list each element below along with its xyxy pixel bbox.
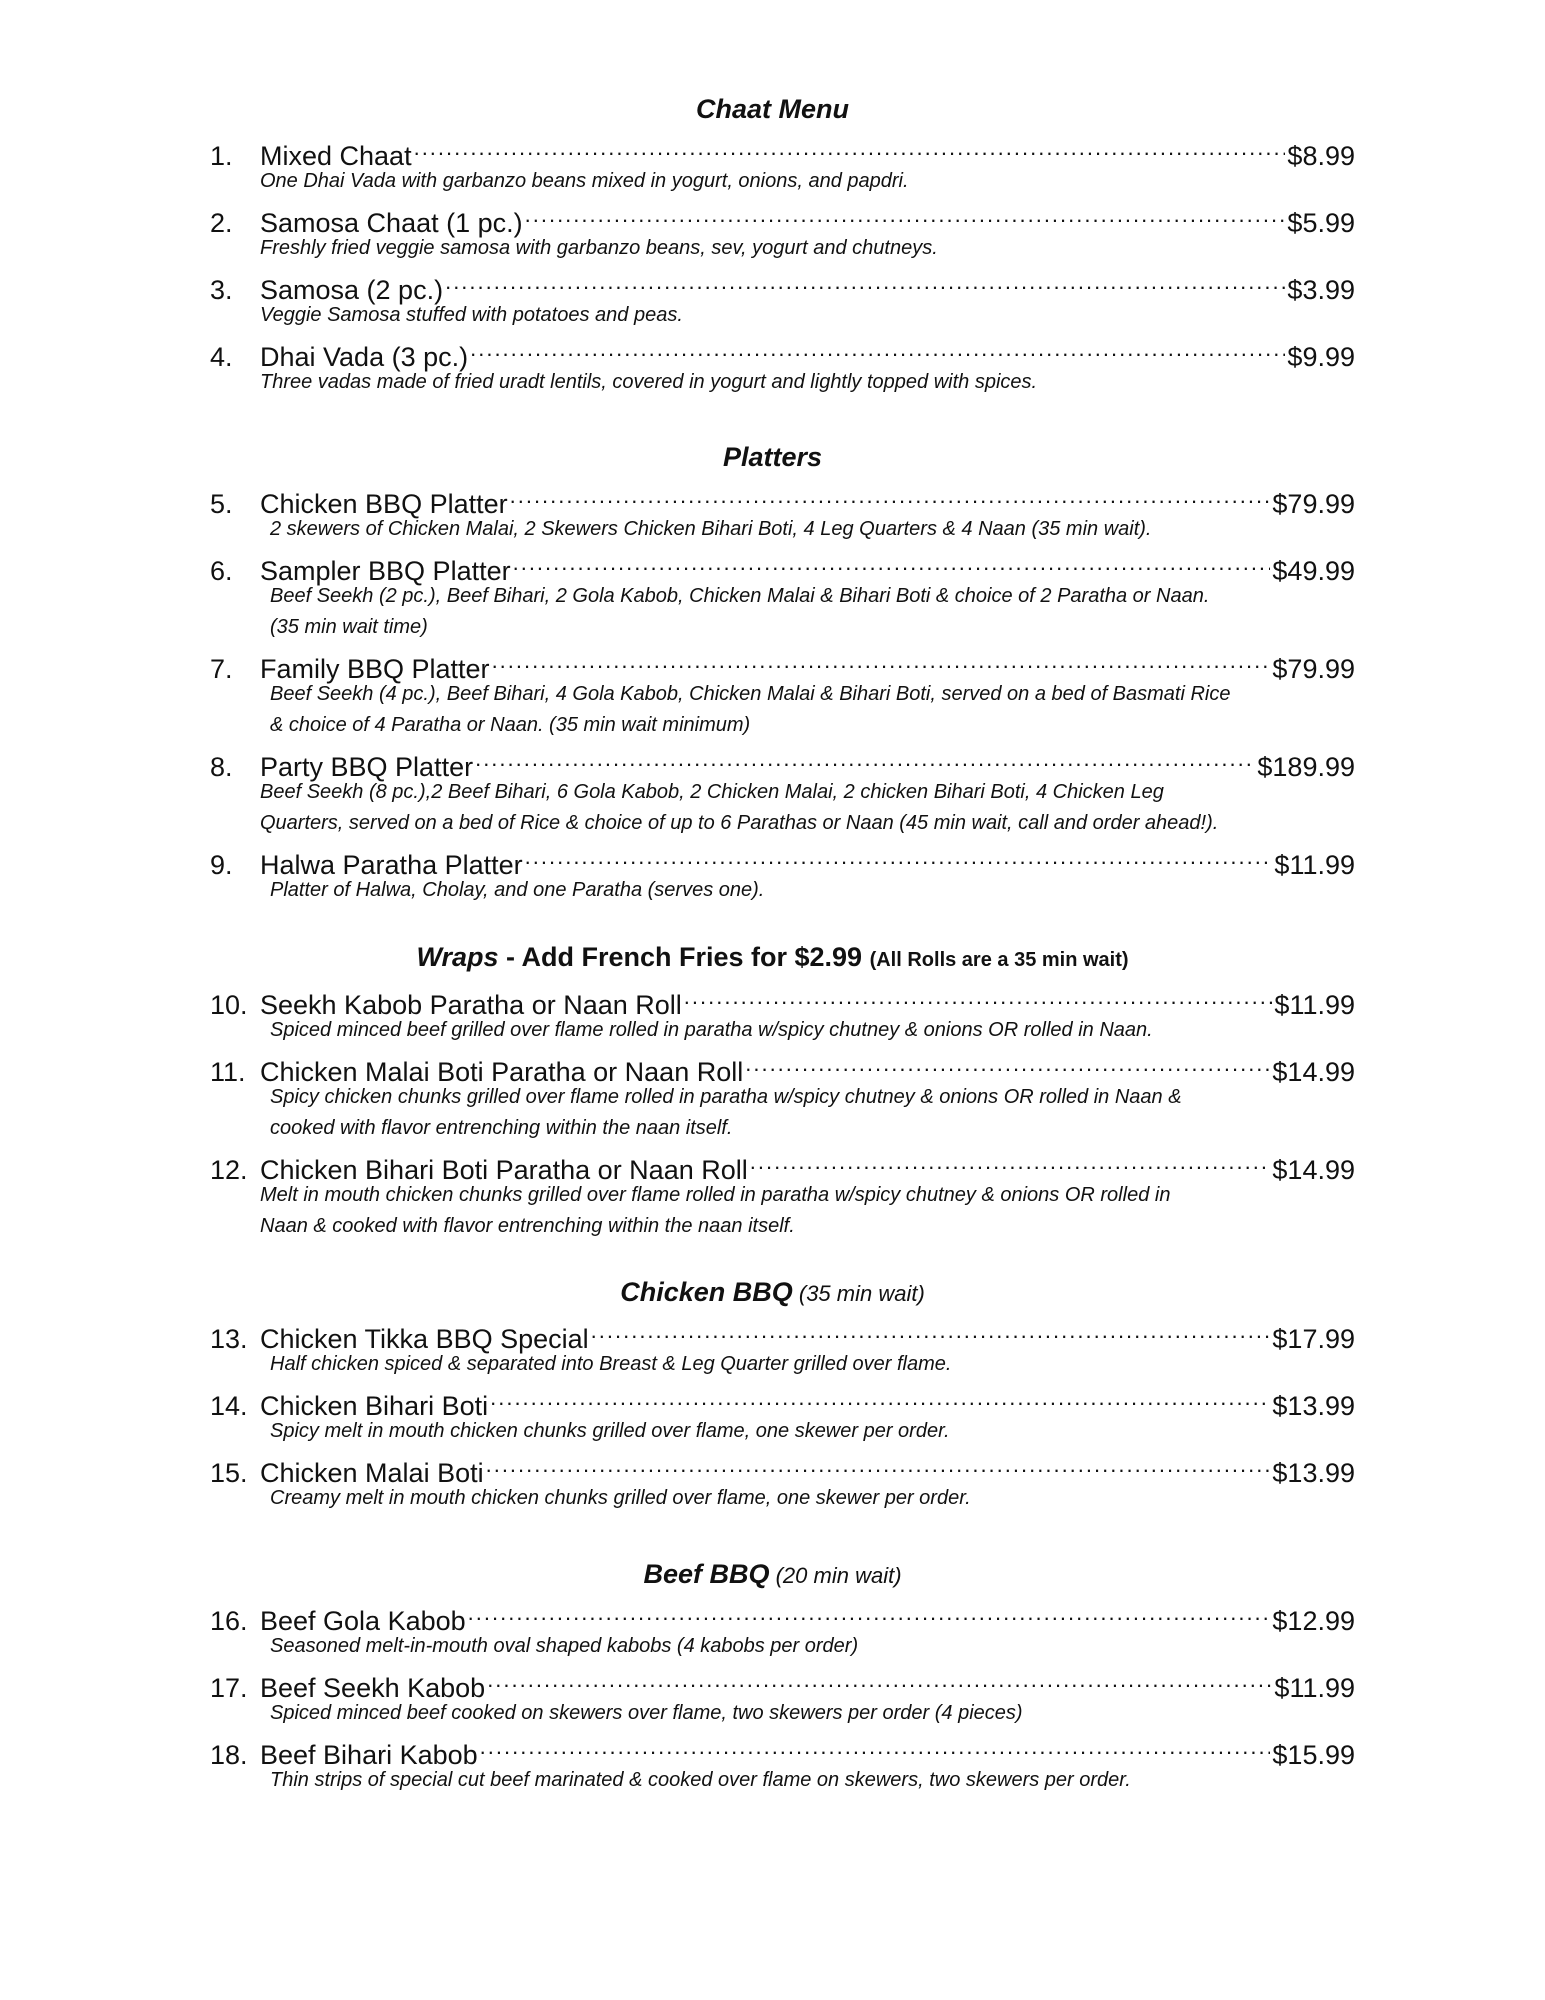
- item-number: 16.: [210, 1606, 248, 1636]
- item-number: 17.: [210, 1673, 248, 1703]
- menu-item: [210, 1314, 1355, 1354]
- item-price: $11.99: [1274, 1673, 1355, 1703]
- item-number: 12.: [210, 1155, 248, 1185]
- section-title-beef-bbq: [0, 1557, 1545, 1593]
- dot-leader: [525, 840, 1273, 874]
- section-title-platters: [0, 440, 1545, 474]
- item-name: Beef Bihari Kabob: [260, 1740, 478, 1770]
- item-number: 7.: [210, 654, 233, 684]
- item-description: (35 min wait time): [270, 616, 428, 638]
- item-description: Seasoned melt-in-mouth oval shaped kabobs (4 kabobs per order): [270, 1635, 859, 1657]
- menu-item: [210, 265, 1355, 305]
- item-number: 5.: [210, 489, 233, 519]
- item-name: Samosa Chaat (1 pc.): [260, 208, 523, 238]
- item-description: cooked with flavor entrenching within the naan itself.: [270, 1117, 733, 1139]
- item-price: $11.99: [1274, 990, 1355, 1020]
- chaat-title: Chaat Menu: [695, 94, 849, 124]
- beef-bbq-title: Beef BBQ: [643, 1559, 770, 1589]
- item-price: $189.99: [1257, 752, 1355, 782]
- item-name: Chicken Malai Boti: [260, 1458, 484, 1488]
- item-description: Veggie Samosa stuffed with potatoes and peas.: [260, 304, 683, 326]
- menu-item: [210, 1145, 1355, 1185]
- menu-item: [210, 1663, 1355, 1703]
- menu-item: [210, 980, 1355, 1020]
- item-price: $12.99: [1272, 1606, 1355, 1636]
- item-number: 13.: [210, 1324, 248, 1354]
- dot-leader: [480, 1730, 1271, 1764]
- item-number: 10.: [210, 990, 248, 1020]
- dot-leader: [414, 131, 1286, 165]
- item-number: 11.: [210, 1057, 246, 1087]
- item-description: Quarters, served on a bed of Rice & choice of up to 6 Parathas or Naan (45 min wait, call and order ahead!).: [260, 812, 1219, 834]
- menu-item: [210, 1448, 1355, 1488]
- item-number: 4.: [210, 342, 233, 372]
- menu-item: [210, 1730, 1355, 1770]
- item-description: Spicy chicken chunks grilled over flame rolled in paratha w/spicy chutney & onions OR rolled in Naan &: [270, 1086, 1182, 1108]
- dot-leader: [513, 546, 1271, 580]
- item-description: Three vadas made of fried uradt lentils, covered in yogurt and lightly topped with spices.: [260, 371, 1038, 393]
- dot-leader: [525, 198, 1286, 232]
- item-price: $11.99: [1274, 850, 1355, 880]
- item-name: Chicken Bihari Boti Paratha or Naan Roll: [260, 1155, 748, 1185]
- dot-leader: [445, 265, 1285, 299]
- item-number: 2.: [210, 208, 233, 238]
- menu-item: [210, 479, 1355, 519]
- item-description: Freshly fried veggie samosa with garbanzo beans, sev, yogurt and chutneys.: [260, 237, 938, 259]
- dot-leader: [468, 1596, 1271, 1630]
- dot-leader: [750, 1145, 1271, 1179]
- item-name: Party BBQ Platter: [260, 752, 474, 782]
- item-description: Thin strips of special cut beef marinated & cooked over flame on skewers, two skewers per order.: [270, 1769, 1131, 1791]
- dot-leader: [490, 1381, 1270, 1415]
- item-name: Chicken Malai Boti Paratha or Naan Roll: [260, 1057, 744, 1087]
- section-title-chaat: [0, 92, 1545, 126]
- item-name: Halwa Paratha Platter: [260, 850, 523, 880]
- item-number: 1.: [210, 141, 233, 171]
- item-description: One Dhai Vada with garbanzo beans mixed in yogurt, onions, and papdri.: [260, 170, 909, 192]
- item-number: 6.: [210, 556, 233, 586]
- item-name: Dhai Vada (3 pc.): [260, 342, 469, 372]
- item-description: Spiced minced beef grilled over flame rolled in paratha w/spicy chutney & onions OR rolled in Naan.: [270, 1019, 1153, 1041]
- platters-title: Platters: [722, 442, 823, 472]
- item-price: $15.99: [1272, 1740, 1355, 1770]
- menu-item: [210, 1047, 1355, 1087]
- dot-leader: [470, 332, 1285, 366]
- item-price: $14.99: [1272, 1155, 1355, 1185]
- dot-leader: [492, 644, 1271, 678]
- item-price: $9.99: [1287, 342, 1355, 372]
- chicken-bbq-title: Chicken BBQ: [620, 1277, 793, 1307]
- item-description: Melt in mouth chicken chunks grilled over flame rolled in paratha w/spicy chutney & onions OR rolled in: [260, 1184, 1171, 1206]
- menu-item: [210, 1596, 1355, 1636]
- menu-item: [210, 546, 1355, 586]
- item-price: $17.99: [1272, 1324, 1355, 1354]
- item-description: Beef Seekh (2 pc.), Beef Bihari, 2 Gola Kabob, Chicken Malai & Bihari Boti & choice of 2 Paratha or Naan.: [270, 585, 1210, 607]
- menu-item: [210, 131, 1355, 171]
- item-number: 9.: [210, 850, 233, 880]
- menu-item: [210, 840, 1355, 880]
- section-title-wraps: [0, 940, 1545, 977]
- dot-leader: [591, 1314, 1271, 1348]
- dot-leader: [510, 479, 1271, 513]
- dot-leader: [486, 1448, 1271, 1482]
- item-description: Spiced minced beef cooked on skewers over flame, two skewers per order (4 pieces): [270, 1702, 1023, 1724]
- section-title-chicken-bbq: [0, 1275, 1545, 1311]
- item-description: Beef Seekh (4 pc.), Beef Bihari, 4 Gola Kabob, Chicken Malai & Bihari Boti, served on a bed of Basmati Rice: [270, 683, 1231, 705]
- item-price: $5.99: [1287, 208, 1355, 238]
- item-price: $3.99: [1287, 275, 1355, 305]
- item-description: Spicy melt in mouth chicken chunks grilled over flame, one skewer per order.: [270, 1420, 950, 1442]
- item-description: & choice of 4 Paratha or Naan. (35 min wait minimum): [270, 714, 751, 736]
- item-description: Creamy melt in mouth chicken chunks grilled over flame, one skewer per order.: [270, 1487, 971, 1509]
- menu-item: [210, 1381, 1355, 1421]
- item-price: $13.99: [1272, 1458, 1355, 1488]
- item-name: Samosa (2 pc.): [260, 275, 444, 305]
- item-number: 14.: [210, 1391, 248, 1421]
- chicken-bbq-note: (35 min wait): [792, 1281, 925, 1306]
- item-number: 8.: [210, 752, 233, 782]
- dot-leader: [684, 980, 1273, 1014]
- item-name: Mixed Chaat: [260, 141, 412, 171]
- item-description: Naan & cooked with flavor entrenching within the naan itself.: [260, 1215, 795, 1237]
- item-price: $13.99: [1272, 1391, 1355, 1421]
- item-number: 15.: [210, 1458, 248, 1488]
- wraps-title-addon: - Add French Fries for $2.99: [498, 942, 870, 972]
- item-name: Chicken Tikka BBQ Special: [260, 1324, 589, 1354]
- item-price: $49.99: [1272, 556, 1355, 586]
- wraps-title: Wraps: [416, 942, 499, 972]
- dot-leader: [745, 1047, 1270, 1081]
- item-price: $79.99: [1272, 489, 1355, 519]
- beef-bbq-note: (20 min wait): [769, 1563, 902, 1588]
- item-number: 3.: [210, 275, 233, 305]
- item-price: $14.99: [1272, 1057, 1355, 1087]
- item-description: Beef Seekh (8 pc.),2 Beef Bihari, 6 Gola Kabob, 2 Chicken Malai, 2 chicken Bihari Boti, 4 Chicken Leg: [260, 781, 1164, 803]
- item-description: Half chicken spiced & separated into Breast & Leg Quarter grilled over flame.: [270, 1353, 952, 1375]
- menu-item: [210, 332, 1355, 372]
- item-description: Platter of Halwa, Cholay, and one Paratha (serves one).: [270, 879, 765, 901]
- item-name: Family BBQ Platter: [260, 654, 490, 684]
- item-name: Beef Seekh Kabob: [260, 1673, 486, 1703]
- item-price: $8.99: [1287, 141, 1355, 171]
- menu-item: [210, 644, 1355, 684]
- item-price: $79.99: [1272, 654, 1355, 684]
- item-name: Beef Gola Kabob: [260, 1606, 466, 1636]
- item-description: 2 skewers of Chicken Malai, 2 Skewers Chicken Bihari Boti, 4 Leg Quarters & 4 Naan (35 min wait).: [270, 518, 1152, 540]
- item-number: 18.: [210, 1740, 248, 1770]
- item-name: Seekh Kabob Paratha or Naan Roll: [260, 990, 682, 1020]
- item-name: Sampler BBQ Platter: [260, 556, 511, 586]
- dot-leader: [487, 1663, 1272, 1697]
- menu-item: [210, 198, 1355, 238]
- item-name: Chicken Bihari Boti: [260, 1391, 489, 1421]
- dot-leader: [475, 742, 1255, 776]
- item-name: Chicken BBQ Platter: [260, 489, 508, 519]
- menu-item: [210, 742, 1355, 782]
- wraps-title-note: (All Rolls are a 35 min wait): [869, 949, 1129, 971]
